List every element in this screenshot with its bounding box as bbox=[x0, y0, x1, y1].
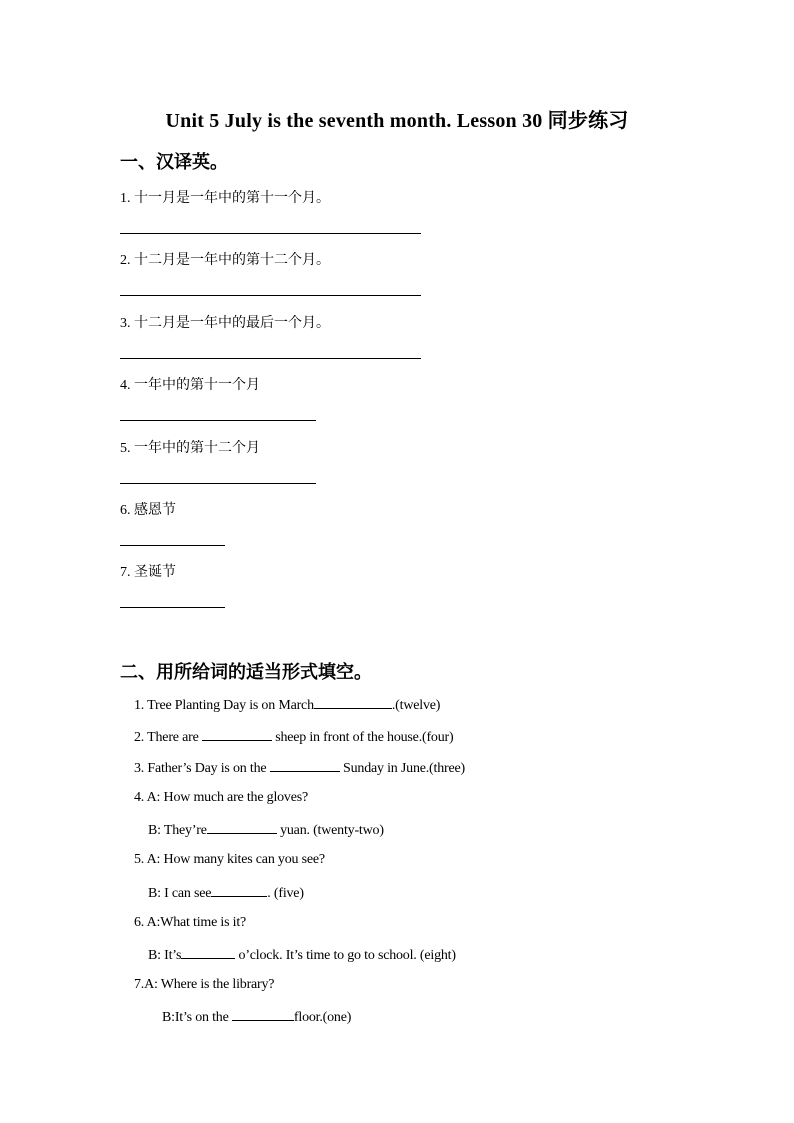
question-text: 圣诞节 bbox=[134, 565, 176, 580]
question-text: 3. Father’s Day is on the bbox=[134, 761, 270, 776]
question-1-7 bbox=[120, 561, 176, 581]
fill-blank[interactable] bbox=[232, 1008, 294, 1021]
question-number: 4. bbox=[120, 378, 131, 393]
question-1-6 bbox=[120, 499, 176, 519]
question-text: 十一月是一年中的第十一个月。 bbox=[134, 191, 330, 206]
question-2-3 bbox=[134, 759, 465, 777]
question-text: 一年中的第十二个月 bbox=[134, 441, 260, 456]
question-number: 1. bbox=[120, 191, 131, 206]
question-text: B:It’s on the bbox=[162, 1010, 232, 1025]
question-1-4 bbox=[120, 374, 260, 394]
answer-line-1-3[interactable] bbox=[120, 358, 421, 359]
fill-blank[interactable] bbox=[270, 759, 340, 772]
question-text: 1. Tree Planting Day is on March bbox=[134, 698, 314, 713]
question-2-6-b bbox=[148, 946, 456, 964]
question-2-1 bbox=[134, 696, 440, 714]
section-1-heading: 一、汉译英。 bbox=[120, 152, 228, 172]
question-2-2 bbox=[134, 728, 453, 746]
fill-blank[interactable] bbox=[207, 821, 277, 834]
question-number: 6. bbox=[120, 503, 131, 518]
question-text: B: They’re bbox=[148, 823, 207, 838]
question-2-4-a: 4. A: How much are the gloves? bbox=[134, 790, 309, 805]
answer-line-1-4[interactable] bbox=[120, 420, 316, 421]
question-number: 5. bbox=[120, 441, 131, 456]
question-hint: yuan. (twenty-two) bbox=[276, 823, 384, 838]
fill-blank[interactable] bbox=[314, 696, 392, 709]
question-1-2 bbox=[120, 249, 330, 269]
section-2-heading: 二、用所给词的适当形式填空。 bbox=[120, 662, 372, 682]
question-hint: floor.(one) bbox=[293, 1010, 352, 1025]
question-2-6-a: 6. A:What time is it? bbox=[134, 915, 247, 930]
question-1-5 bbox=[120, 437, 260, 457]
answer-line-1-2[interactable] bbox=[120, 295, 421, 296]
question-hint: Sunday in June.(three) bbox=[339, 761, 465, 776]
page-title: Unit 5 July is the seventh month. Lesson 30 同步练习 bbox=[165, 110, 629, 132]
answer-line-1-5[interactable] bbox=[120, 483, 316, 484]
question-number: 7. bbox=[120, 565, 131, 580]
fill-blank[interactable] bbox=[211, 884, 267, 897]
answer-line-1-1[interactable] bbox=[120, 233, 421, 234]
question-2-4-b bbox=[148, 821, 384, 839]
question-1-3 bbox=[120, 312, 330, 332]
question-hint: . (five) bbox=[267, 886, 304, 901]
question-1-1 bbox=[120, 187, 330, 207]
fill-blank[interactable] bbox=[181, 946, 235, 959]
question-text: 一年中的第十一个月 bbox=[134, 378, 260, 393]
question-2-5-b bbox=[148, 884, 304, 902]
question-number: 2. bbox=[120, 253, 131, 268]
question-hint: .(twelve) bbox=[391, 698, 441, 713]
question-2-7-b bbox=[162, 1008, 351, 1026]
question-text: B: It’s bbox=[148, 948, 182, 963]
question-text: 感恩节 bbox=[134, 503, 176, 518]
question-text: B: I can see bbox=[148, 886, 212, 901]
question-hint: sheep in front of the house.(four) bbox=[271, 730, 454, 745]
question-2-7-a: 7.A: Where is the library? bbox=[134, 977, 275, 992]
question-number: 3. bbox=[120, 316, 131, 331]
question-text: 2. There are bbox=[134, 730, 202, 745]
question-text: 十二月是一年中的第十二个月。 bbox=[134, 253, 330, 268]
question-hint: o’clock. It’s time to go to school. (eight) bbox=[235, 948, 456, 963]
answer-line-1-7[interactable] bbox=[120, 607, 225, 608]
fill-blank[interactable] bbox=[202, 728, 272, 741]
question-2-5-a: 5. A: How many kites can you see? bbox=[134, 852, 325, 867]
answer-line-1-6[interactable] bbox=[120, 545, 225, 546]
question-text: 十二月是一年中的最后一个月。 bbox=[134, 316, 330, 331]
